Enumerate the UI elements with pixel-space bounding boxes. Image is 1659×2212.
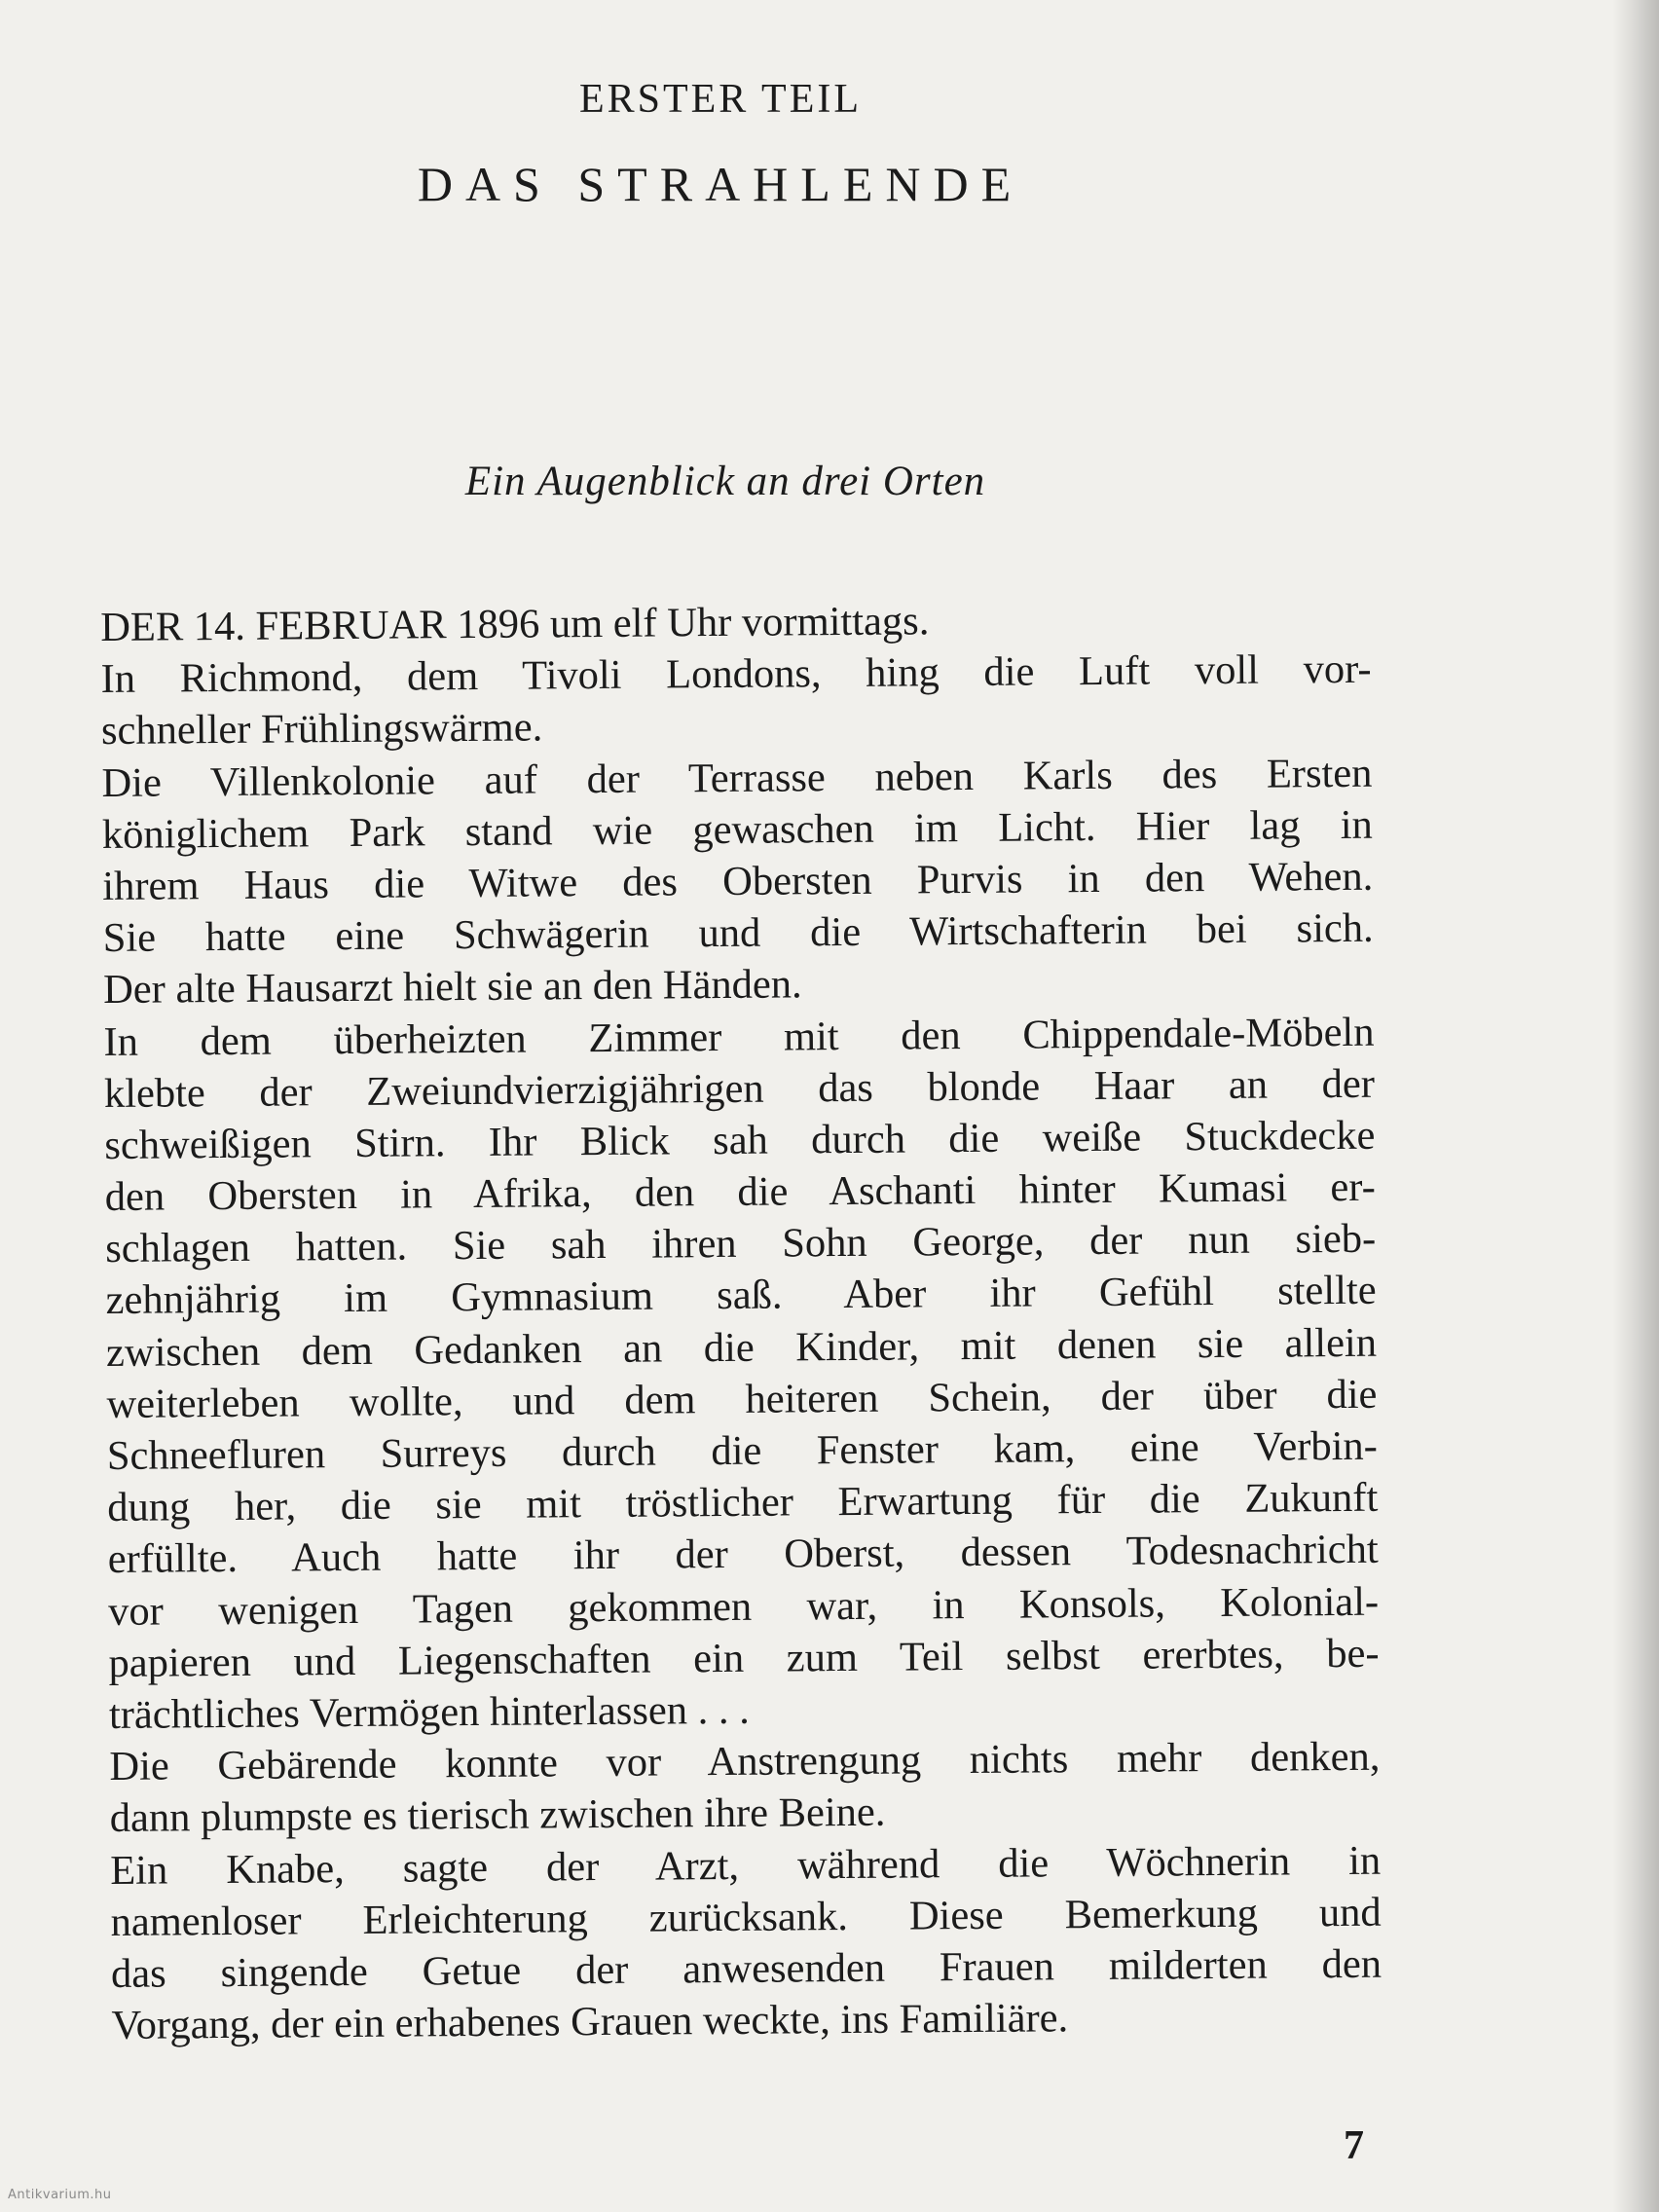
page-gutter-shadow [1612, 0, 1659, 2212]
text-line: dung her, die sie mit tröstlicher Erwartung für die Zukunft [107, 1474, 1379, 1531]
text-line: Der alte Hausarzt hielt sie an den Händen. [102, 961, 802, 1014]
text-line: In dem überheizten Zimmer mit den Chippendale-Möbeln [103, 1009, 1375, 1065]
text-line: schweißigen Stirn. Ihr Blick sah durch die weiße Stuckdecke [104, 1112, 1376, 1168]
text-line: vor wenigen Tagen gekommen war, in Konsols, Kolonial- [107, 1578, 1380, 1635]
text-line: DER 14. FEBRUAR 1896 um elf Uhr vormittags. [100, 598, 930, 650]
text-line: zehnjährig im Gymnasium saß. Aber ihr Gefühl stellte [105, 1268, 1377, 1324]
text-line: klebte der Zweiundvierzigjährigen das blonde Haar an der [103, 1060, 1376, 1117]
text-line: trächtliches Vermögen hinterlassen . . . [108, 1686, 750, 1738]
text-line: ihrem Haus die Witwe des Obersten Purvis in den Wehen. [102, 853, 1374, 909]
watermark: Antikvarium.hu [8, 2188, 112, 2202]
body-text [100, 592, 1382, 2051]
text-line: papieren und Liegenschaften ein zum Teil selbst ererbtes, be- [108, 1630, 1380, 1686]
chapter-title: Ein Augenblick an drei Orten [464, 459, 986, 504]
text-line: Die Gebärende konnte vor Anstrengung nichts mehr denken, [109, 1733, 1381, 1790]
text-line: Schneefluren Surreys durch die Fenster kam, eine Verbin- [106, 1422, 1379, 1479]
text-line: dann plumpste es tierisch zwischen ihre Beine. [109, 1789, 886, 1842]
text-line: Ein Knabe, sagte der Arzt, während die Wöchnerin in [110, 1837, 1382, 1894]
text-line: Die Villenkolonie auf der Terrasse neben Karls des Ersten [101, 750, 1373, 806]
text-line: weiterleben wollte, und dem heiteren Schein, der über die [106, 1371, 1378, 1427]
text-line: In Richmond, dem Tivoli Londons, hing die Luft voll vor- [100, 645, 1372, 703]
text-line: zwischen dem Gedanken an die Kinder, mit denen sie allein [105, 1319, 1378, 1376]
page-number: 7 [1344, 2123, 1364, 2168]
part-label: ERSTER TEIL [578, 77, 863, 122]
part-title: DAS STRAHLENDE [417, 157, 1024, 211]
text-line: schlagen hatten. Sie sah ihren Sohn George, der nun sieb- [105, 1215, 1377, 1272]
text-line: schneller Frühlingswärme. [100, 704, 543, 755]
text-line: Sie hatte eine Schwägerin und die Wirtschafterin bei sich. [102, 904, 1374, 962]
text-line: das singende Getue der anwesenden Frauen milderten den [110, 1940, 1382, 1997]
text-line: namenloser Erleichterung zurücksank. Diese Bemerkung und [110, 1889, 1382, 1945]
text-line: Vorgang, der ein erhabenes Grauen weckte, ins Familiäre. [111, 1995, 1069, 2049]
text-line: den Obersten in Afrika, den die Aschanti hinter Kumasi er- [104, 1163, 1376, 1221]
text-line: königlichem Park stand wie gewaschen im Licht. Hier lag in [101, 801, 1374, 858]
text-line: erfüllte. Auch hatte ihr der Oberst, dessen Todesnachricht [107, 1527, 1379, 1583]
